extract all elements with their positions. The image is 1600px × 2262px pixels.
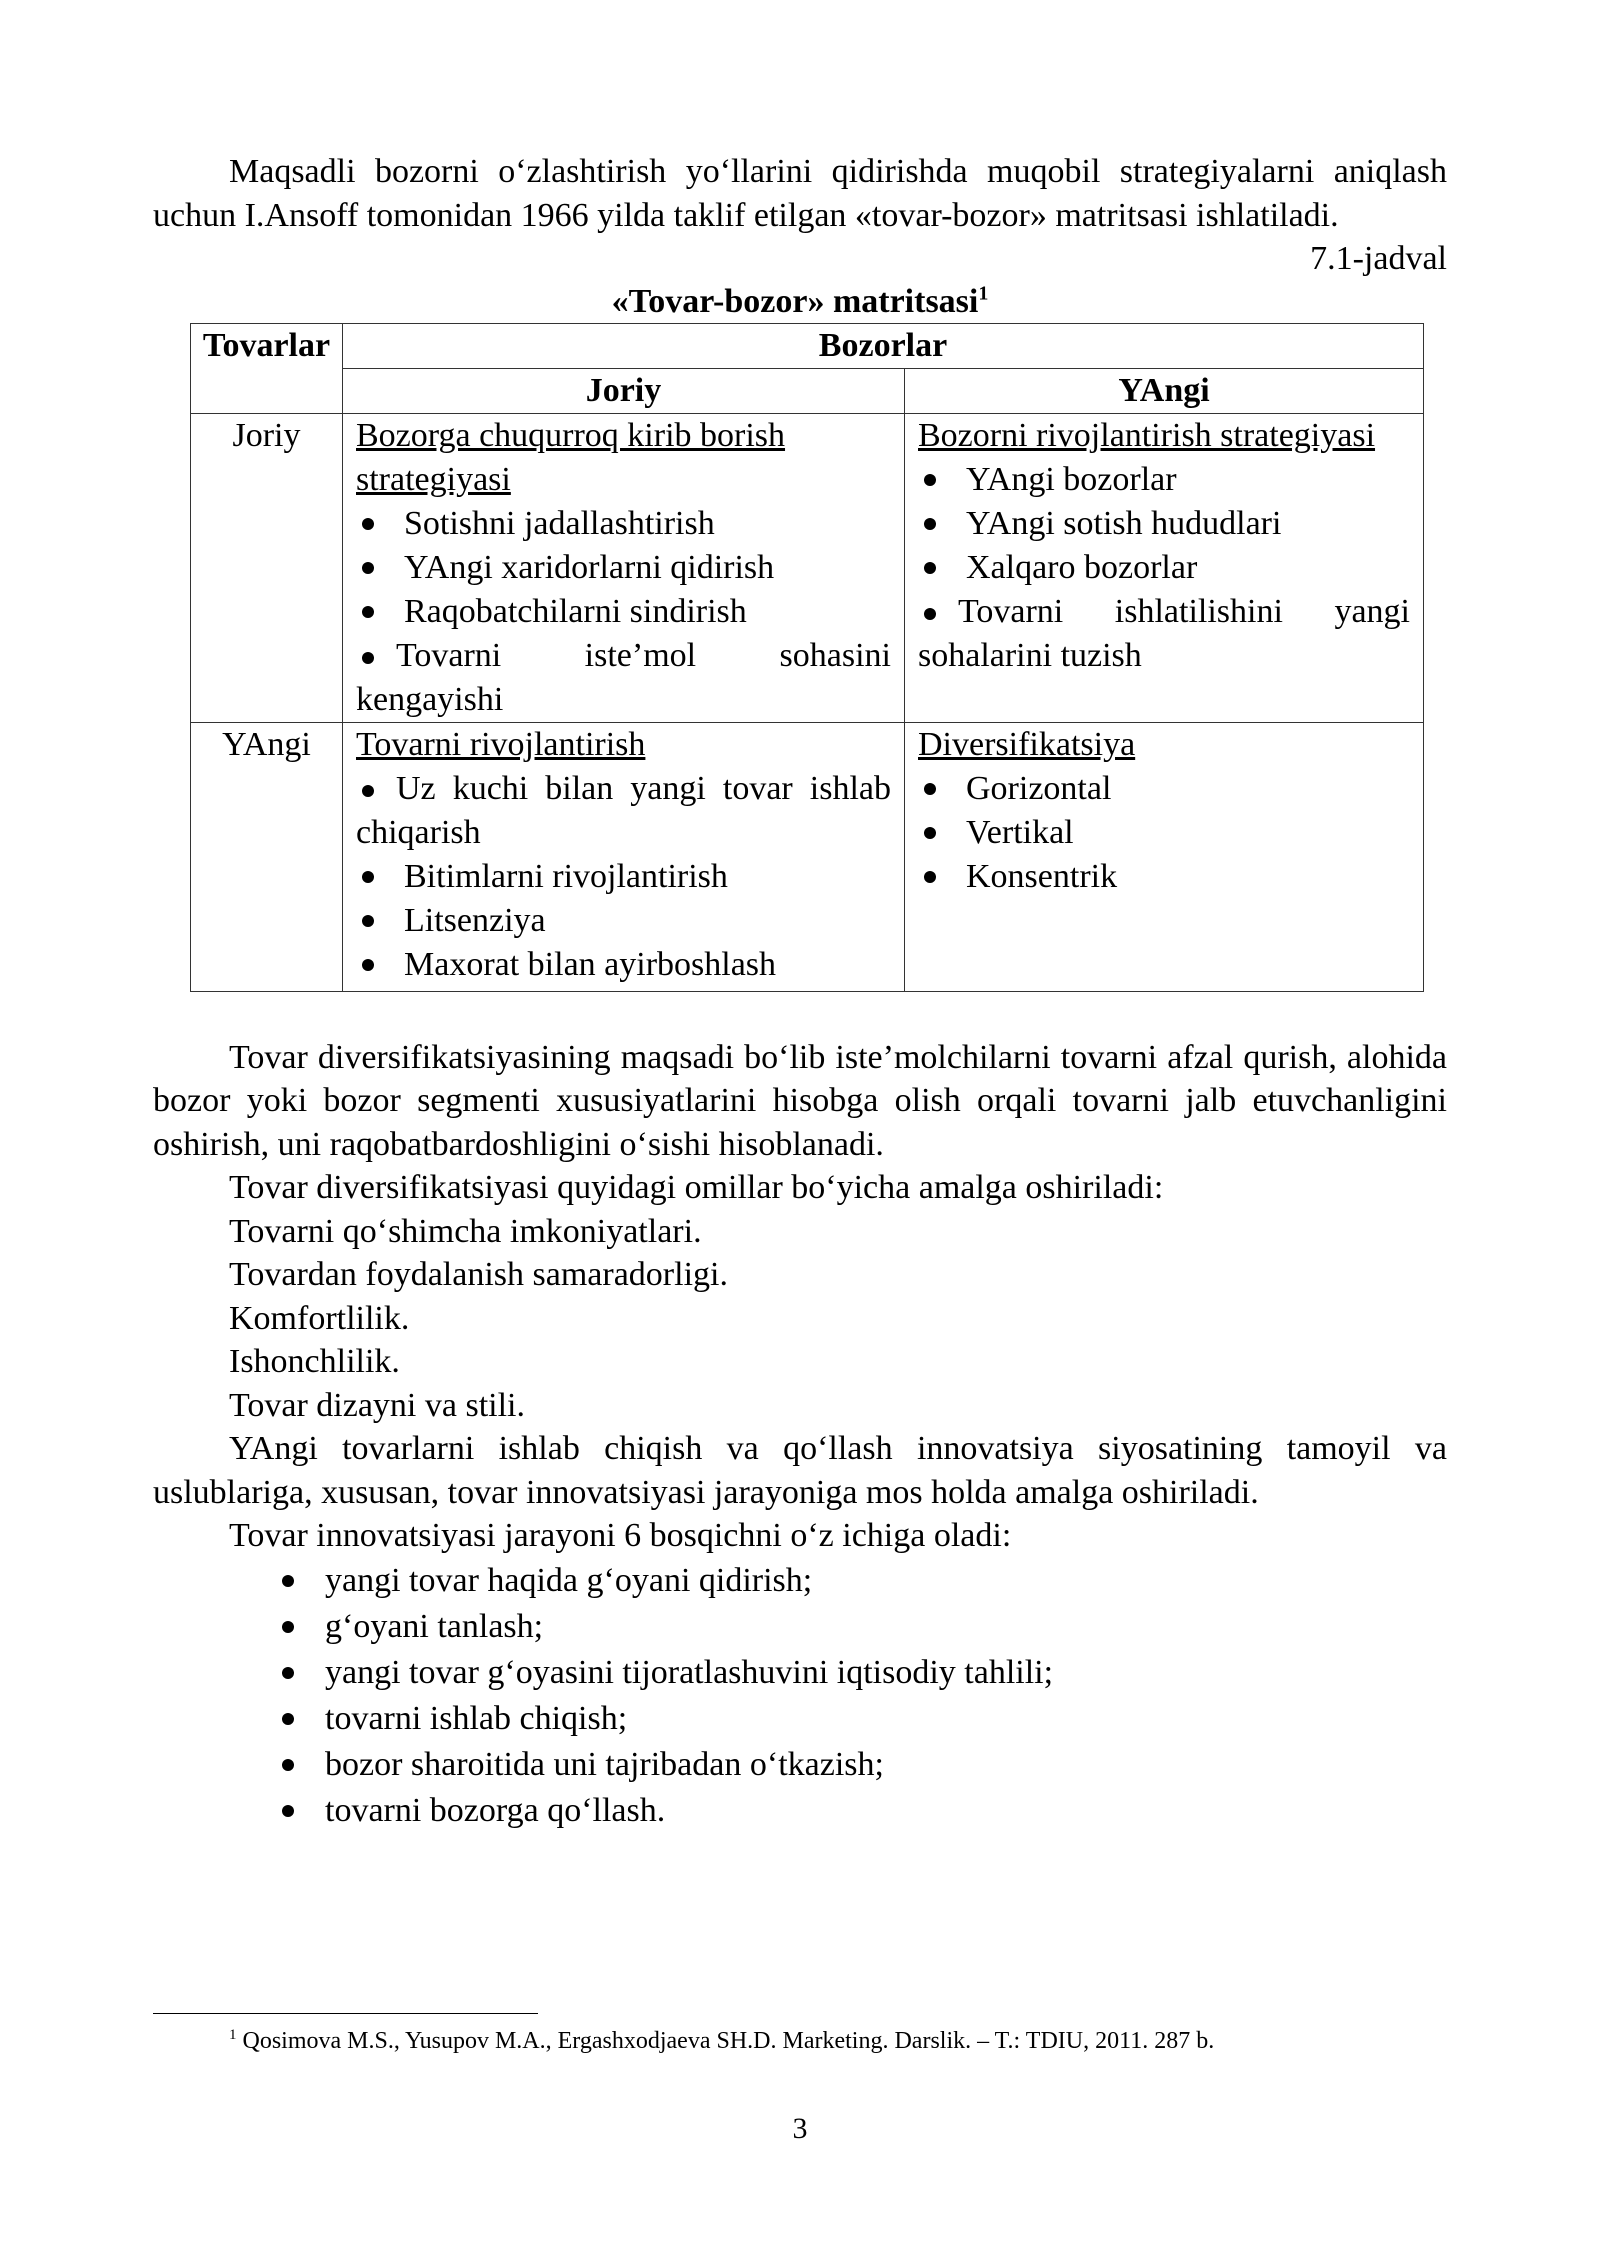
factor-line: Tovarni qo‘shimcha imkoniyatlari. bbox=[229, 1212, 702, 1250]
list-item: Gorizontal bbox=[918, 767, 1410, 811]
list-item: tovarni bozorga qo‘llash. bbox=[325, 1788, 1447, 1834]
table-title: «Tovar-bozor» matritsasi$^1$ bbox=[611, 282, 989, 320]
list-item: Konsentrik bbox=[918, 855, 1410, 899]
list-item: Xalqaro bozorlar bbox=[918, 546, 1410, 590]
cell-title: Tovarni rivojlantirish bbox=[356, 725, 646, 763]
cell-title: Bozorni rivojlantirish strategiyasi bbox=[918, 416, 1376, 454]
footnote-separator bbox=[153, 2013, 538, 2014]
footnote-text: Qosimova M.S., Yusupov M.A., Ergashxodjaeva SH.D. Marketing. Darslik. – T.: TDIU, 2011. 287 b. bbox=[242, 2028, 1215, 2054]
list-item: Sotishni jadallashtirish bbox=[356, 502, 891, 546]
list-item: Uz kuchi bilan yangi tovar ishlab chiqarish bbox=[356, 769, 891, 851]
list-item: g‘oyani tanlash; bbox=[325, 1604, 1447, 1650]
list-item: Tovarni iste’mol sohasini kengayishi bbox=[356, 636, 891, 718]
stages-list bbox=[153, 1558, 1447, 1834]
list-item: YAngi bozorlar bbox=[918, 458, 1410, 502]
factor-line: Ishonchlilik. bbox=[229, 1343, 400, 1380]
cell-market-development bbox=[905, 413, 1424, 722]
cell-penetration bbox=[343, 413, 905, 722]
list-item: yangi tovar haqida g‘oyani qidirish; bbox=[325, 1558, 1447, 1604]
cell-title: Bozorga chuqurroq kirib borish strategiyasi bbox=[356, 416, 786, 498]
page-number: 3 bbox=[792, 2112, 808, 2145]
paragraph: Tovar innovatsiyasi jarayoni 6 bosqichni o‘z ichiga oladi: bbox=[229, 1517, 1012, 1554]
list-item: Vertikal bbox=[918, 811, 1410, 855]
products-header: Tovarlar bbox=[191, 323, 343, 413]
paragraph: YAngi tovarlarni ishlab chiqish va qo‘llash innovatsiya siyosatining tamoyil va uslublariga, xususan, tovar innovatsiyasi jarayoniga mos holda amalga oshiriladi. bbox=[153, 1430, 1447, 1511]
table-label: 7.1-jadval bbox=[1310, 240, 1447, 277]
footnote-mark: 1 bbox=[229, 2027, 237, 2043]
bullet-icon bbox=[362, 785, 374, 797]
intro-paragraph: Maqsadli bozorni o‘zlashtirish yo‘llarini qidirishda muqobil strategiyalarni aniqlash uchun I.Ansoff tomonidan 1966 yilda taklif etilgan «tovar-bozor» matritsasi ishlatiladi. bbox=[153, 153, 1447, 234]
row-header-current: Joriy bbox=[191, 413, 343, 722]
list-item: Maxorat bilan ayirboshlash bbox=[356, 943, 891, 987]
bullet-icon bbox=[924, 608, 936, 620]
footnote bbox=[229, 2026, 1214, 2056]
list-item: Tovarni ishlatilishini yangi sohalarini tuzish bbox=[918, 592, 1410, 674]
tovar-bozor-matrix bbox=[190, 323, 1424, 992]
bullet-icon bbox=[362, 652, 374, 664]
spacer bbox=[153, 992, 1447, 1036]
paragraph: Tovar diversifikatsiyasining maqsadi bo‘lib iste’molchilarni tovarni afzal qurish, alohida bozor yoki bozor segmenti xususiyatlarini hisobga olish orqali tovarni jalb etuvchanligini oshirish, uni raqobatbardoshligini o‘sishi hisoblanadi. bbox=[153, 1038, 1447, 1163]
list-item: bozor sharoitida uni tajribadan o‘tkazish; bbox=[325, 1742, 1447, 1788]
list-item: Bitimlarni rivojlantirish bbox=[356, 855, 891, 899]
markets-header: Bozorlar bbox=[343, 323, 1424, 368]
footnote-ref: 1 bbox=[978, 282, 989, 305]
list-item: Raqobatchilarni sindirish bbox=[356, 590, 891, 634]
cell-product-development bbox=[343, 722, 905, 991]
list-item: tovarni ishlab chiqish; bbox=[325, 1696, 1447, 1742]
col-header-new: YAngi bbox=[905, 368, 1424, 413]
paragraph: Tovar diversifikatsiyasi quyidagi omillar bo‘yicha amalga oshiriladi: bbox=[229, 1169, 1164, 1206]
factor-line: Komfortlilik. bbox=[229, 1299, 410, 1337]
cell-diversification bbox=[905, 722, 1424, 991]
cell-title: Diversifikatsiya bbox=[918, 725, 1136, 763]
col-header-current: Joriy bbox=[343, 368, 905, 413]
factor-line: Tovardan foydalanish samaradorligi. bbox=[229, 1256, 728, 1293]
list-item: yangi tovar g‘oyasini tijoratlashuvini iqtisodiy tahlili; bbox=[325, 1650, 1447, 1696]
page-body bbox=[153, 150, 1447, 1834]
list-item: YAngi xaridorlarni qidirish bbox=[356, 546, 891, 590]
row-header-new: YAngi bbox=[191, 722, 343, 991]
list-item: Litsenziya bbox=[356, 899, 891, 943]
list-item: YAngi sotish hududlari bbox=[918, 502, 1410, 546]
factor-line: Tovar dizayni va stili. bbox=[229, 1386, 525, 1424]
